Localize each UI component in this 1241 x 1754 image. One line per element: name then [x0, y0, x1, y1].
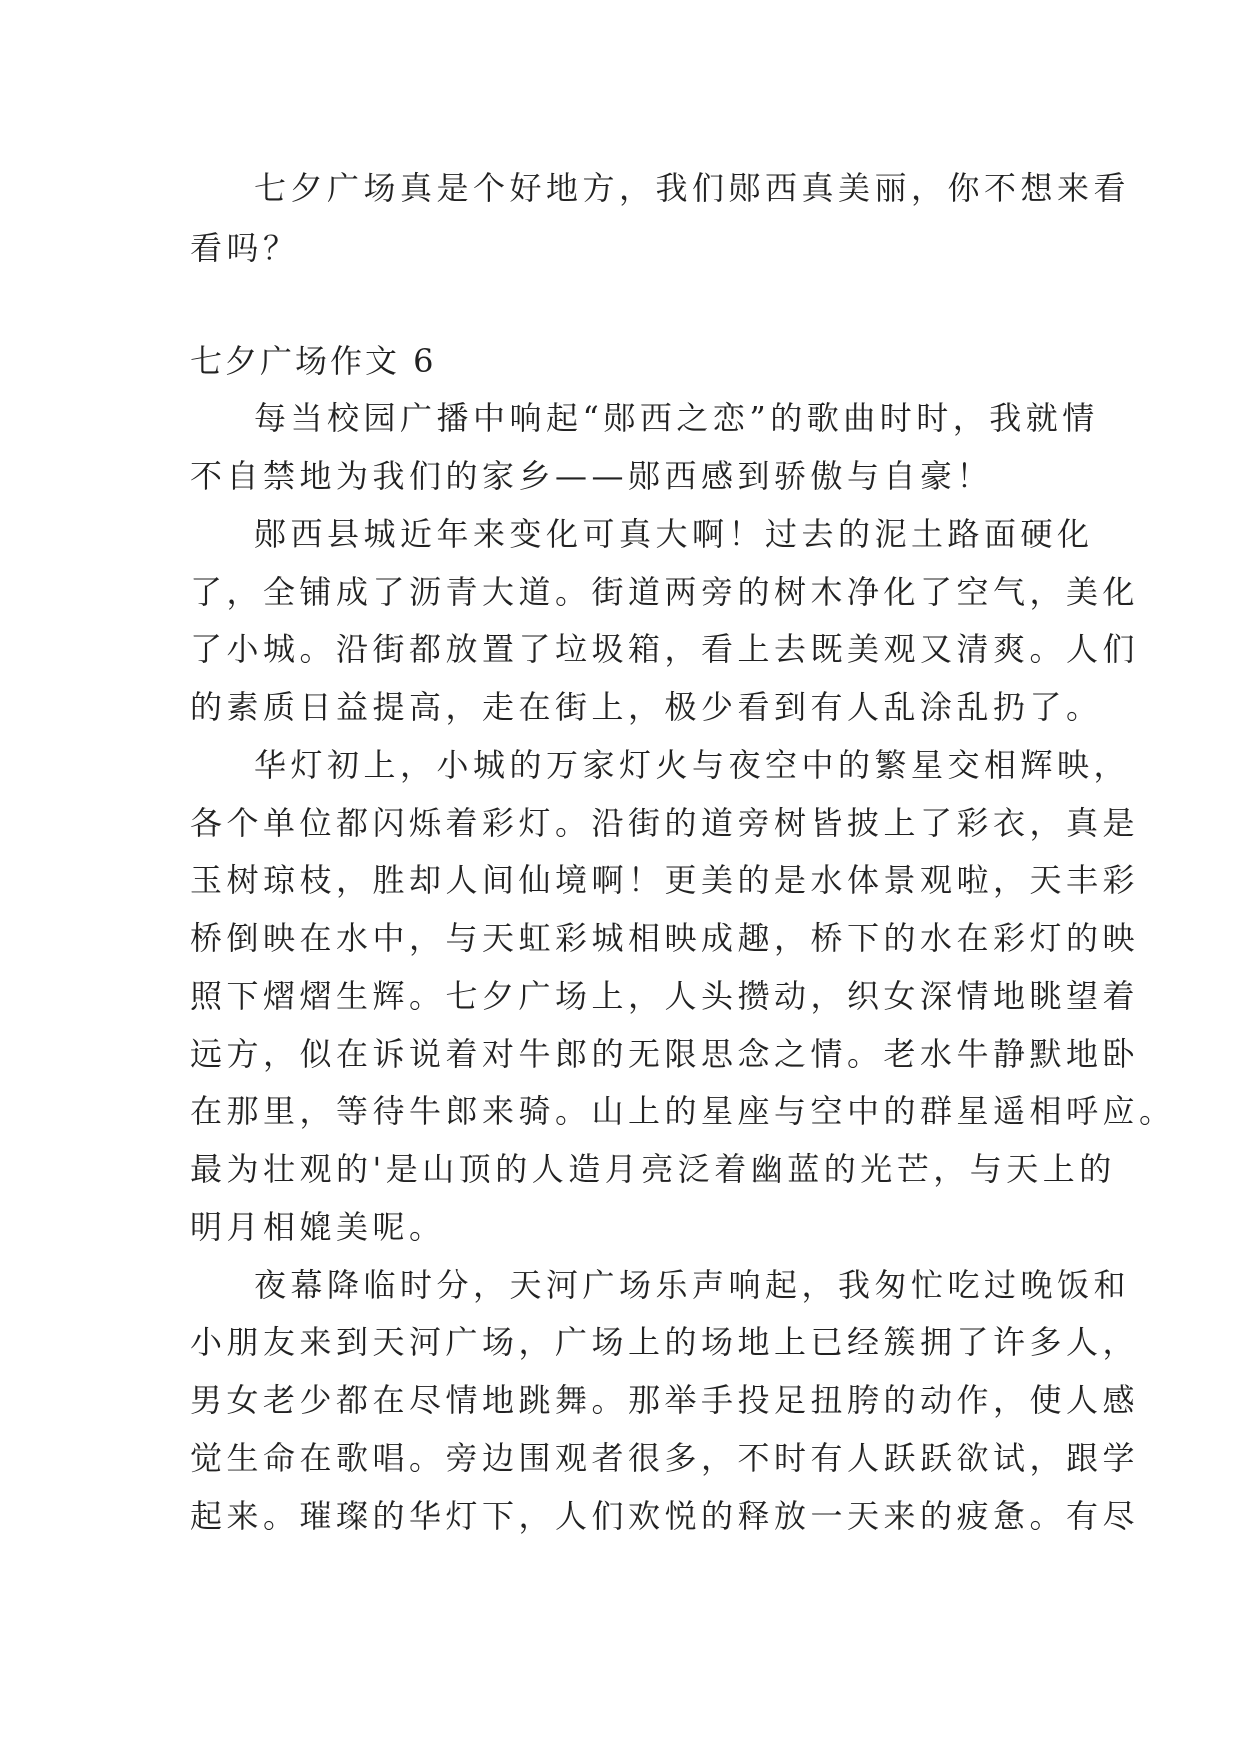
paragraph-4-line-4: 觉生命在歌唱。旁边围观者很多，不时有人跃跃欲试，跟学	[190, 1439, 1140, 1477]
paragraph-3-line-4: 桥倒映在水中，与天虹彩城相映成趣，桥下的水在彩灯的映	[190, 919, 1140, 957]
paragraph-2-line-3: 了小城。沿街都放置了垃圾箱，看上去既美观又清爽。人们	[190, 630, 1140, 668]
paragraph-3-line-5: 照下熠熠生辉。七夕广场上，人头攒动，织女深情地眺望着	[190, 977, 1140, 1015]
paragraph-1-line-2: 不自禁地为我们的家乡——郧西感到骄傲与自豪！	[190, 457, 994, 495]
paragraph-4-line-3: 男女老少都在尽情地跳舞。那举手投足扭胯的动作，使人感	[190, 1381, 1140, 1419]
paragraph-prev-line-2: 看吗？	[190, 229, 300, 267]
paragraph-3-line-8: 最为壮观的'是山顶的人造月亮泛着幽蓝的光芒，与天上的	[190, 1150, 1116, 1188]
paragraph-2-line-1: 郧西县城近年来变化可真大啊！过去的泥土路面硬化	[254, 515, 1094, 553]
paragraph-3-line-7: 在那里，等待牛郎来骑。山上的星座与空中的群星遥相呼应。	[190, 1092, 1176, 1130]
paragraph-4-line-2: 小朋友来到天河广场，广场上的场地上已经簇拥了许多人，	[190, 1323, 1140, 1361]
paragraph-2-line-2: 了，全铺成了沥青大道。街道两旁的树木净化了空气，美化	[190, 573, 1140, 611]
paragraph-3-line-2: 各个单位都闪烁着彩灯。沿街的道旁树皆披上了彩衣，真是	[190, 804, 1140, 842]
paragraph-prev-line-1: 七夕广场真是个好地方，我们郧西真美丽，你不想来看	[254, 169, 1131, 207]
section-heading: 七夕广场作文 6	[190, 342, 437, 380]
paragraph-2-line-4: 的素质日益提高，走在街上，极少看到有人乱涂乱扔了。	[190, 688, 1103, 726]
paragraph-4-line-5: 起来。璀璨的华灯下，人们欢悦的释放一天来的疲惫。有尽	[190, 1497, 1140, 1535]
paragraph-3-line-6: 远方，似在诉说着对牛郎的无限思念之情。老水牛静默地卧	[190, 1035, 1140, 1073]
paragraph-3-line-3: 玉树琼枝，胜却人间仙境啊！更美的是水体景观啦，天丰彩	[190, 861, 1140, 899]
paragraph-1-line-1: 每当校园广播中响起“郧西之恋”的歌曲时时，我就情	[254, 399, 1099, 437]
paragraph-3-line-1: 华灯初上，小城的万家灯火与夜空中的繁星交相辉映，	[254, 746, 1131, 784]
paragraph-3-line-9: 明月相媲美呢。	[190, 1208, 446, 1246]
paragraph-4-line-1: 夜幕降临时分，天河广场乐声响起，我匆忙吃过晚饭和	[254, 1266, 1131, 1304]
